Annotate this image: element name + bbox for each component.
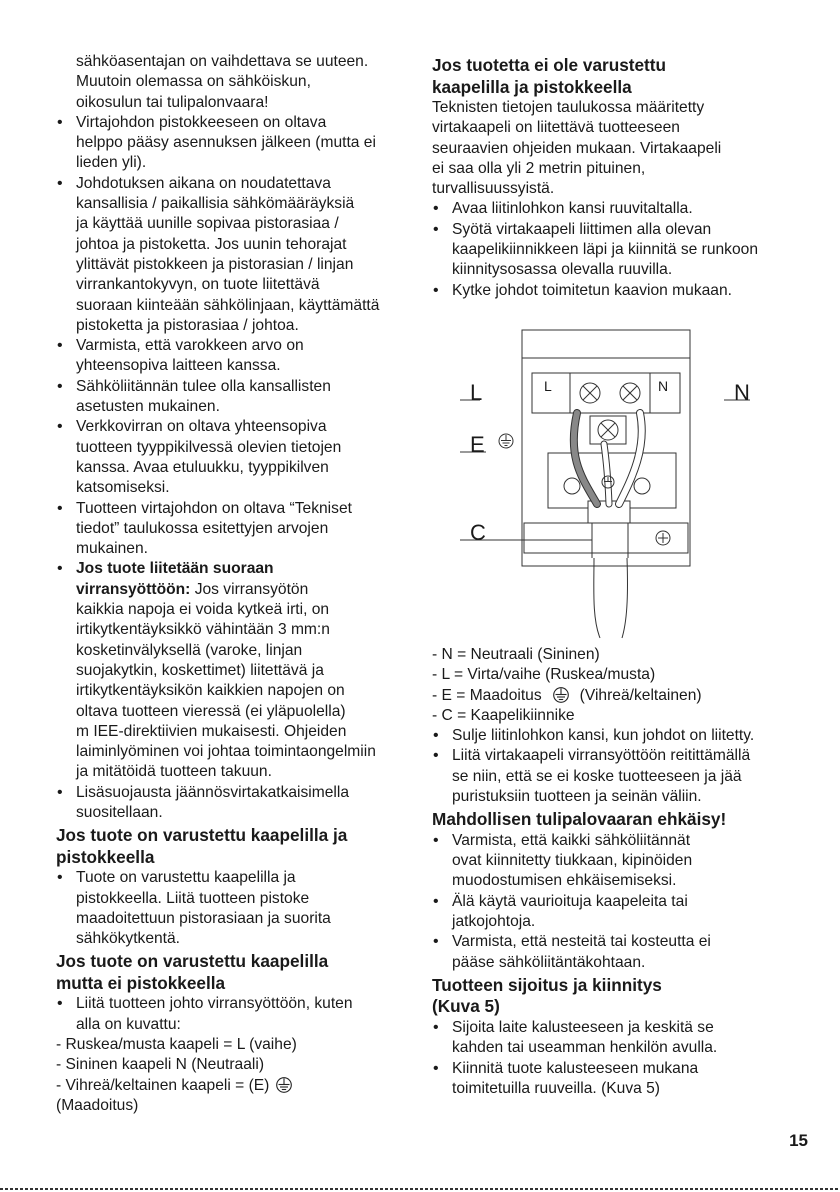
- text-line: maadoitettuun pistorasiaan ja suorita: [76, 909, 331, 927]
- bullet-item: [56, 336, 408, 377]
- text-line: • Lisäsuojausta jäännösvirtakatkaisimella: [76, 783, 350, 801]
- text-line: pistokkeella. Liitä tuotteen pistoke: [76, 889, 310, 907]
- section-heading: [432, 975, 792, 1018]
- text-line: ja käyttää uunille sopivaa pistorasiaa /: [76, 215, 339, 233]
- section-heading: [432, 809, 792, 831]
- heading-line: kaapelilla ja pistokkeella: [432, 76, 632, 97]
- text-line: irtikytkentäyksikkö vähintään 3 mm:n: [76, 621, 330, 639]
- bullet-item: [432, 281, 792, 301]
- label-L: L: [470, 380, 483, 405]
- bullet-item: [56, 417, 408, 498]
- heading-line: mutta ei pistokkeella: [56, 972, 226, 993]
- bullet-item: [432, 1018, 792, 1059]
- text-line: ei saa olla yli 2 metrin pituinen,: [432, 159, 646, 177]
- text-line: seuraavien ohjeiden mukaan. Virtakaapeli: [432, 139, 722, 157]
- bold-text: Jos tuote liitetään suoraan: [76, 560, 274, 578]
- text-line: virtakaapeli on liitettävä tuotteeseen: [432, 119, 680, 137]
- text-line: se niin, että se ei koske tuotteeseen ja jää: [452, 767, 742, 785]
- text-line: virrankantokyvyn, on tuote liitettävä: [76, 276, 320, 294]
- text-line: • Kiinnitä tuote kalusteeseen mukana: [452, 1059, 699, 1077]
- heading-line: Jos tuote on varustettu kaapelilla ja: [56, 825, 348, 846]
- text-line: tuotteen tyyppikilvessä olevien tietojen: [76, 438, 342, 456]
- text-line: suoraan kiinteään sähkölinjaan, käyttämättä: [76, 296, 380, 314]
- text-line: tiedot” taulukossa esitettyjen arvojen: [76, 519, 329, 537]
- terminal-label-L: L: [544, 378, 552, 394]
- earth-line: [56, 1076, 408, 1096]
- text-line: • Varmista, että kaikki sähköliitännät: [452, 831, 691, 849]
- bottom-rule: [0, 1188, 840, 1190]
- text-line: • Kytke johdot toimitetun kaavion mukaan.: [452, 281, 732, 299]
- text-line: • Tuotteen virtajohdon on oltava “Tekniset: [76, 499, 352, 517]
- text-line: pääse sähköliitäntäkohtaan.: [452, 953, 646, 971]
- earth-ground-icon: [273, 1077, 295, 1093]
- text-line: • Sulje liitinlohkon kansi, kun johdot on liitetty.: [452, 727, 755, 745]
- text-line: • Johdotuksen aikana on noudatettava: [76, 174, 331, 192]
- text-line: mukainen.: [76, 540, 148, 558]
- legend-text: - E = Maadoitus: [432, 686, 542, 704]
- bullet-item: [432, 220, 792, 281]
- bullet-item: [56, 994, 408, 1035]
- text-line: • Varmista, että nesteitä tai kosteutta ei: [452, 933, 711, 951]
- text-line: turvallisuussyistä.: [432, 180, 555, 198]
- intro-paragraph: [56, 52, 408, 113]
- text-line: kaapelikiinnikkeen läpi ja kiinnitä se runkoon: [452, 241, 758, 259]
- text-line: • Syötä virtakaapeli liittimen alla olevan: [452, 220, 712, 238]
- text-line: • Liitä tuotteen johto virransyöttöön, kuten: [76, 995, 353, 1013]
- page-number: 15: [789, 1131, 808, 1150]
- text-line: helppo pääsy asennuksen jälkeen (mutta ei: [76, 134, 376, 152]
- text-line: pistoketta ja pistorasiaa / johtoa.: [76, 316, 299, 334]
- text-line: • Virtajohdon pistokkeeseen on oltava: [76, 113, 327, 131]
- text-line: oikosulun tai tulipalonvaara!: [76, 93, 269, 111]
- text-line: • Tuote on varustettu kaapelilla ja: [76, 869, 296, 887]
- legend-line: - N = Neutraali (Sininen): [432, 645, 600, 663]
- text-line: oltava tuotteen vieressä (ei yläpuolella): [76, 702, 346, 720]
- text-line: sähkökytkentä.: [76, 930, 181, 948]
- earth-ground-icon: [499, 434, 513, 448]
- left-column: [56, 52, 408, 1116]
- text-line: • Liitä virtakaapeli virransyöttöön reitittämällä: [452, 747, 751, 765]
- legend-line: - L = Virta/vaihe (Ruskea/musta): [432, 666, 656, 684]
- text-line: - Ruskea/musta kaapeli = L (vaihe): [56, 1036, 297, 1054]
- section-heading: [56, 825, 408, 868]
- bullet-item: [432, 831, 792, 892]
- text-line: • Verkkovirran on oltava yhteensopiva: [76, 418, 327, 436]
- text-line: - Vihreä/keltainen kaapeli = (E): [56, 1076, 270, 1094]
- text-line: kaikkia napoja ei voida kytkeä irti, on: [76, 601, 330, 619]
- text-line: muodostumisen ehkäisemiseksi.: [452, 872, 677, 890]
- terminal-label-N: N: [658, 378, 669, 394]
- text-line: • Sijoita laite kalusteeseen ja keskitä se: [452, 1018, 714, 1036]
- bullet-item: [56, 377, 408, 418]
- heading-line: Tuotteen sijoitus ja kiinnitys: [432, 974, 662, 995]
- earth-ground-icon: [550, 687, 572, 703]
- text-line: alla on kuvattu:: [76, 1015, 181, 1033]
- legend-line-earth: [432, 686, 792, 706]
- text-line: jatkojohtoja.: [452, 913, 536, 931]
- heading-line: (Kuva 5): [432, 996, 500, 1017]
- wiring-diagram: [432, 318, 792, 658]
- text-line: kansallisia / paikallisia sähkömääräyksiä: [76, 195, 355, 213]
- text-line: ylittävät pistokkeen ja pistorasian / linjan: [76, 255, 354, 273]
- text-line: kahden tai useamman henkilön avulla.: [452, 1039, 718, 1057]
- heading-line: Jos tuotetta ei ole varustettu: [432, 55, 666, 75]
- bullet-item: [432, 1059, 792, 1100]
- legend-text: (Vihreä/keltainen): [579, 686, 702, 704]
- text-line: Teknisten tietojen taulukossa määritetty: [432, 99, 705, 116]
- power-cable: [588, 501, 630, 638]
- bullet-item: [56, 783, 408, 824]
- text-line: • Sähköliitännän tulee olla kansallisten: [76, 377, 331, 395]
- text-line: katsomiseksi.: [76, 479, 170, 497]
- section-heading: [432, 55, 792, 98]
- text-line: laiminlyöminen voi johtaa toimintaongelmiin: [76, 743, 376, 761]
- heading-line: Jos tuote on varustettu kaapelilla: [56, 951, 329, 972]
- bullet-item: [56, 499, 408, 560]
- label-C: C: [470, 520, 486, 545]
- text-line: yhteensopiva laitteen kanssa.: [76, 357, 281, 375]
- text-line: sähköasentajan on vaihdettava se uuteen.: [76, 53, 369, 70]
- label-N: N: [734, 380, 750, 405]
- text-line: lieden yli).: [76, 154, 147, 172]
- text-line: m IEE-direktiivien mukaisesti. Ohjeiden: [76, 722, 347, 740]
- text-line: • Älä käytä vaurioituja kaapeleita tai: [452, 892, 688, 910]
- bullet-item: [56, 113, 408, 174]
- bullet-item: [432, 932, 792, 973]
- intro-paragraph: [432, 98, 792, 199]
- bullet-item: [432, 726, 792, 746]
- text-line: kiinnitysosassa olevalla ruuvilla.: [452, 261, 673, 279]
- text-line: kosketinvälyksellä (varoke, linjan: [76, 641, 303, 659]
- text-line: kanssa. Avaa etuluukku, tyyppikilven: [76, 458, 329, 476]
- text-line: toimitetuilla ruuveilla. (Kuva 5): [452, 1079, 661, 1097]
- bullet-item: [432, 199, 792, 219]
- text-line: suojakytkin, koskettimet) liitettävä ja: [76, 661, 324, 679]
- text-line: - Sininen kaapeli N (Neutraali): [56, 1056, 265, 1074]
- text-line: ovat kiinnitetty tiukkaan, kipinöiden: [452, 852, 693, 870]
- bullet-item: [56, 174, 408, 336]
- bullet-item: [432, 746, 792, 807]
- bullet-item: [56, 868, 408, 949]
- bullet-item: [432, 892, 792, 933]
- mount-hole-icon: [634, 478, 650, 494]
- mount-hole-icon: [564, 478, 580, 494]
- text-line: Muutoin olemassa on sähköiskun,: [76, 73, 311, 91]
- bold-text: virransyöttöön:: [76, 580, 191, 598]
- text-line: puristuksiin tuotteen ja seinän väliin.: [452, 788, 702, 806]
- section-heading: [56, 951, 408, 994]
- bullet-item-direct-connection: [56, 559, 408, 782]
- heading-line: pistokkeella: [56, 846, 155, 867]
- legend-line: - C = Kaapelikiinnike: [432, 706, 575, 724]
- text-line: irtikytkentäyksikön kaikkien napojen on: [76, 682, 345, 700]
- text-line: ja mitätöidä tuotteen takuun.: [76, 763, 272, 781]
- text-line: • Avaa liitinlohkon kansi ruuvitaltalla.: [452, 200, 693, 218]
- text-line: asetusten mukainen.: [76, 398, 220, 416]
- text-line: Jos virransyötön: [190, 580, 309, 598]
- text-line: (Maadoitus): [56, 1096, 139, 1114]
- heading-line: Mahdollisen tulipalovaaran ehkäisy!: [432, 809, 727, 830]
- text-line: • Varmista, että varokkeen arvo on: [76, 337, 304, 355]
- text-line: suositellaan.: [76, 803, 163, 821]
- label-E: E: [470, 432, 485, 457]
- text-line: johtoa ja pistoketta. Jos uunin tehorajat: [76, 235, 347, 253]
